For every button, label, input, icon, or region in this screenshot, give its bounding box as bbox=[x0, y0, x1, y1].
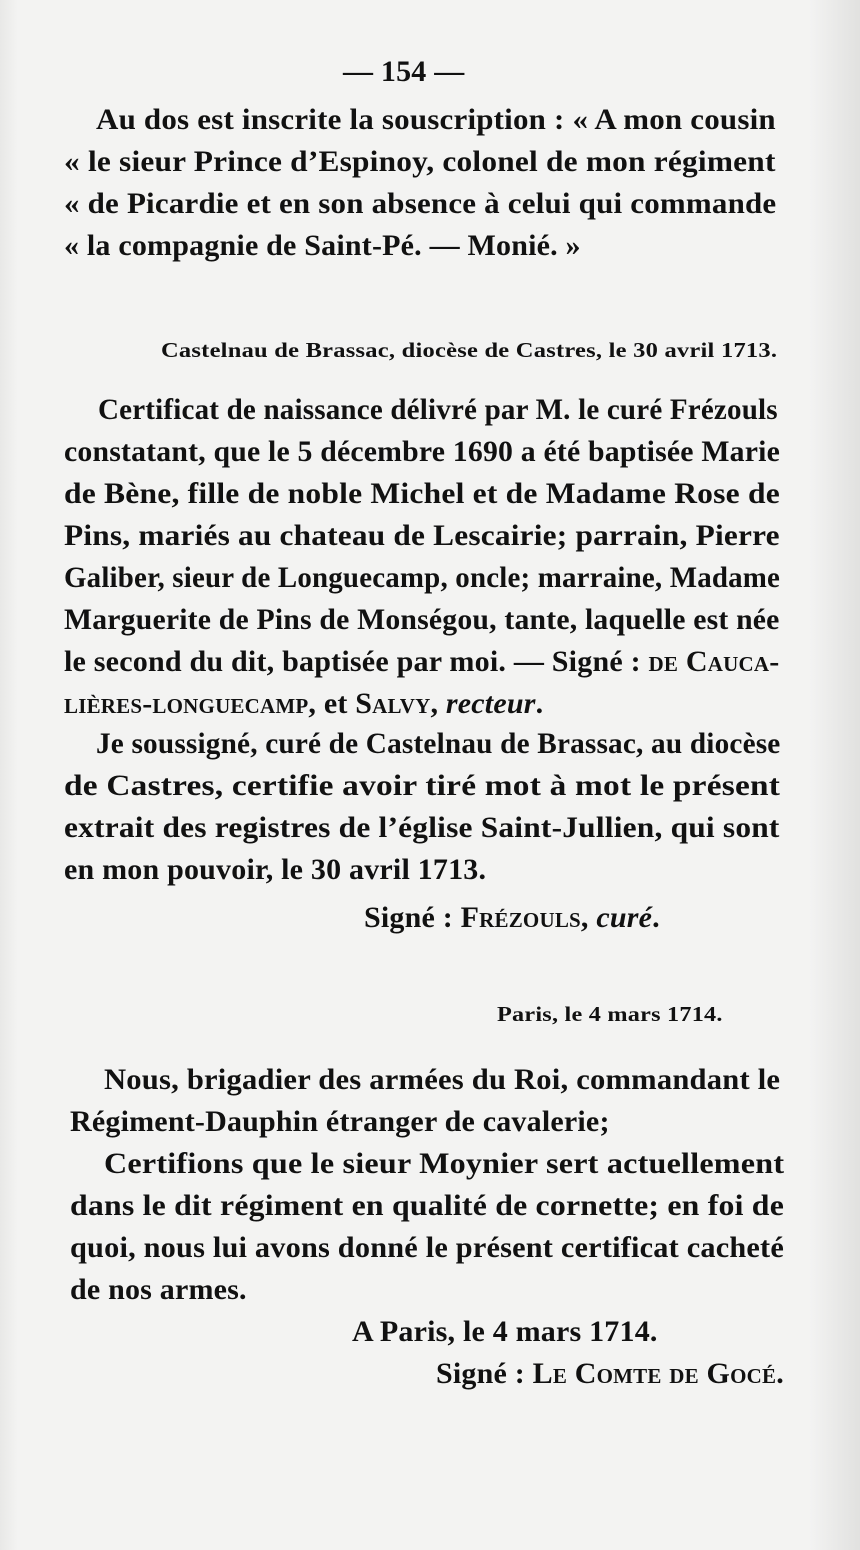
para2-line8-mid: , et bbox=[308, 687, 356, 720]
para2-line8 bbox=[64, 684, 543, 724]
para1-line2: « le sieur Prince d’Espinoy, colonel de mon régiment bbox=[64, 145, 776, 178]
signatory-comte-de-goce: Le Comte de Gocé bbox=[532, 1357, 777, 1390]
signatory-frezouls: Frézouls bbox=[460, 901, 581, 934]
signature-comte-de-goce bbox=[436, 1354, 784, 1394]
signatory-salvy: Salvy bbox=[355, 687, 431, 720]
para2-line4: Pins, mariés au chateau de Lescairie; parrain, Pierre bbox=[64, 519, 780, 552]
dateline-castelnau: Castelnau de Brassac, diocèse de Castres, le 30 avril 1713. bbox=[161, 338, 778, 362]
para5-line1: Certifions que le sieur Moynier sert actuellement bbox=[104, 1147, 785, 1180]
para3-line4: en mon pouvoir, le 30 avril 1713. bbox=[64, 853, 487, 886]
para4-line2: Régiment-Dauphin étranger de cavalerie; bbox=[70, 1105, 610, 1138]
para3-line1: Je soussigné, curé de Castelnau de Brassac, au diocèse bbox=[96, 727, 781, 760]
signature-sep: , bbox=[580, 901, 597, 934]
signature2-prefix: Signé : bbox=[436, 1357, 533, 1390]
para2-line3: de Bène, fille de noble Michel et de Madame Rose de bbox=[64, 477, 780, 510]
signature-frezouls bbox=[364, 898, 660, 938]
para5-line2: dans le dit régiment en qualité de cornette; en foi de bbox=[70, 1189, 785, 1222]
dateline-paris: Paris, le 4 mars 1714. bbox=[497, 1002, 723, 1026]
signature2-end: . bbox=[776, 1357, 784, 1390]
para2-line6: Marguerite de Pins de Monségou, tante, laquelle est née bbox=[64, 603, 780, 636]
signature-end: . bbox=[652, 901, 660, 934]
para2-line7 bbox=[64, 642, 780, 682]
para2-line2: constatant, que le 5 décembre 1690 a été baptisée Marie bbox=[64, 435, 780, 468]
para4-line1: Nous, brigadier des armées du Roi, commandant le bbox=[104, 1063, 781, 1096]
para5-line4: de nos armes. bbox=[70, 1273, 247, 1306]
page-edge-shadow-right bbox=[810, 0, 860, 1550]
signature-prefix: Signé : bbox=[364, 901, 461, 934]
para3-line2: de Castres, certifie avoir tiré mot à mot le présent bbox=[64, 769, 781, 802]
para2-line5: Galiber, sieur de Longuecamp, oncle; marraine, Madame bbox=[64, 561, 781, 594]
page-number: — 154 — bbox=[343, 55, 465, 88]
para2-line1: Certificat de naissance délivré par M. le curé Frézouls bbox=[98, 393, 778, 426]
signatory-caucalieres-part2: lières-longuecamp bbox=[64, 687, 309, 720]
para2-line8-sep: , bbox=[430, 687, 446, 720]
para2-line8-end: . bbox=[535, 687, 544, 720]
para1-line1: Au dos est inscrite la souscription : « A mon cousin bbox=[96, 103, 776, 136]
closing-place-date: A Paris, le 4 mars 1714. bbox=[352, 1315, 658, 1348]
signatory-caucalieres-part1: de Cauca- bbox=[648, 645, 780, 678]
signatory-salvy-title: recteur bbox=[445, 687, 536, 720]
para2-line7-text: le second du dit, baptisée par moi. — Signé : bbox=[64, 645, 649, 678]
para1-line3: « de Picardie et en son absence à celui qui commande bbox=[64, 187, 777, 220]
signatory-frezouls-title: curé bbox=[596, 901, 653, 934]
para3-line3: extrait des registres de l’église Saint-Jullien, qui sont bbox=[64, 811, 780, 844]
para1-line4: « la compagnie de Saint-Pé. — Monié. » bbox=[64, 229, 581, 262]
para5-line3: quoi, nous lui avons donné le présent certificat cacheté bbox=[70, 1231, 785, 1264]
page-edge-shadow-left bbox=[0, 0, 18, 1550]
